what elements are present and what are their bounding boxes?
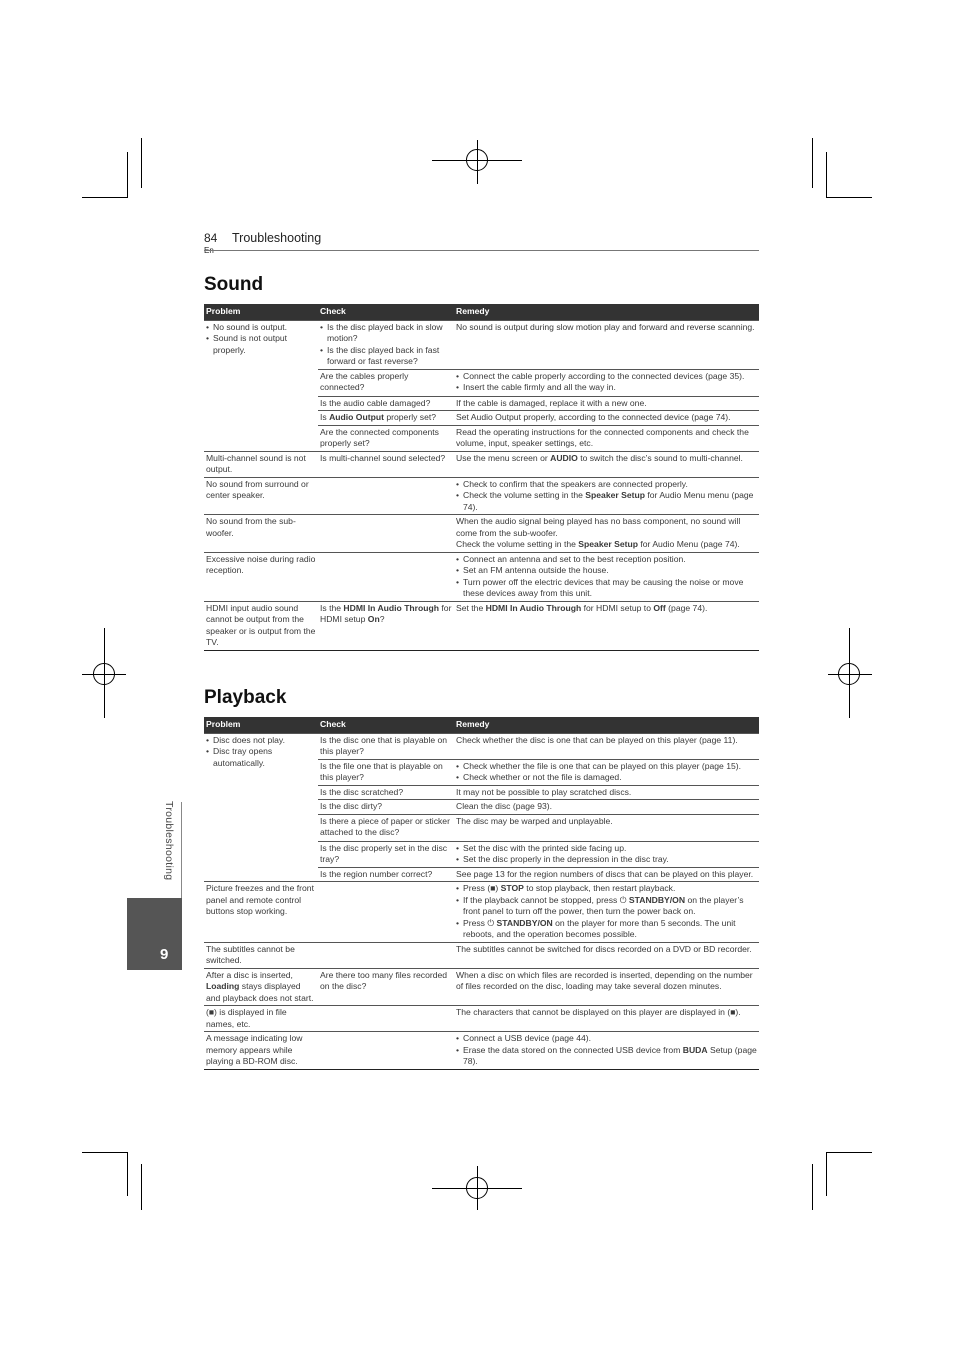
check-cell: Is the audio cable damaged? — [318, 396, 454, 411]
table-row — [204, 1032, 759, 1070]
remedy-item: • Set the disc properly in the depression in the disc tray. — [456, 854, 757, 866]
remedy-item: • Press ⏻ STANDBY/ON on the player for more than 5 seconds. The unit reboots, and the operation becomes possible. — [456, 918, 757, 941]
remedy-item: • Set an FM antenna outside the house. — [456, 565, 757, 577]
table-row — [204, 882, 759, 943]
remedy-cell: Clean the disc (page 93). — [454, 800, 759, 815]
check-cell: Are the connected components properly set? — [318, 425, 454, 451]
section-title-playback: Playback — [204, 687, 287, 708]
problem-cell: The subtitles cannot be switched. — [204, 942, 318, 968]
problem-item: • No sound is output. — [206, 322, 316, 334]
remedy-cell: The characters that cannot be displayed on this player are displayed in (■). — [454, 1006, 759, 1032]
remedy-cell — [454, 759, 759, 785]
remedy-item: • Check the volume setting in the Speaker Setup for Audio Menu menu (page 74). — [456, 490, 757, 513]
problem-item: • Disc does not play. — [206, 735, 316, 747]
check-cell: Is there a piece of paper or sticker attached to the disc? — [318, 814, 454, 841]
table-header-row — [204, 304, 759, 320]
table-row — [204, 477, 759, 515]
remedy-cell: Set the HDMI In Audio Through for HDMI setup to Off (page 74). — [454, 601, 759, 650]
check-cell: Is multi-channel sound selected? — [318, 451, 454, 477]
remedy-cell — [454, 841, 759, 867]
column-header-check: Check — [318, 304, 454, 320]
remedy-cell: See page 13 for the region numbers of discs that can be played on this player. — [454, 867, 759, 882]
table-row — [204, 942, 759, 968]
remedy-item: • Set the disc with the printed side facing up. — [456, 843, 757, 855]
problem-cell: A message indicating low memory appears while playing a BD-ROM disc. — [204, 1032, 318, 1070]
check-cell — [318, 1032, 454, 1070]
remedy-item: • Turn power off the electric devices that may be causing the noise or move these devices away from this unit. — [456, 577, 757, 600]
sound-table — [204, 304, 759, 651]
remedy-item: • Check whether the file is one that can be played on this player (page 15). — [456, 761, 757, 773]
remedy-cell — [454, 477, 759, 515]
problem-cell: Multi-channel sound is not output. — [204, 451, 318, 477]
column-header-check: Check — [318, 717, 454, 733]
table-row — [204, 1006, 759, 1032]
remedy-cell: When the audio signal being played has no bass component, no sound will come from the sub-woofer. Check the volume setting in the Speaker Setup for Audio Menu (page 74). — [454, 515, 759, 553]
check-cell: Is the disc properly set in the disc tray? — [318, 841, 454, 867]
remedy-cell — [454, 1032, 759, 1070]
check-cell: Is the HDMI In Audio Through for HDMI setup On? — [318, 601, 454, 650]
table-row — [204, 968, 759, 1006]
remedy-cell: It may not be possible to play scratched discs. — [454, 785, 759, 800]
table-row — [204, 320, 759, 369]
table-row — [204, 552, 759, 601]
table-row — [204, 733, 759, 759]
remedy-cell: The subtitles cannot be switched for discs recorded on a DVD or BD recorder. — [454, 942, 759, 968]
check-cell: Is the disc dirty? — [318, 800, 454, 815]
problem-cell — [204, 733, 318, 882]
check-cell: Is the disc scratched? — [318, 785, 454, 800]
remedy-cell: Set Audio Output properly, according to the connected device (page 74). — [454, 411, 759, 426]
column-header-remedy: Remedy — [454, 304, 759, 320]
running-header-title: Troubleshooting — [232, 231, 322, 245]
playback-table — [204, 717, 759, 1070]
check-cell: Is the file one that is playable on this player? — [318, 759, 454, 785]
table-row — [204, 601, 759, 650]
remedy-cell: Use the menu screen or AUDIO to switch the disc’s sound to multi-channel. — [454, 451, 759, 477]
table-header-row — [204, 717, 759, 733]
remedy-cell: Read the operating instructions for the connected components and check the volume, input, speaker settings, etc. — [454, 425, 759, 451]
problem-cell: HDMI input audio sound cannot be output from the speaker or is output from the TV. — [204, 601, 318, 650]
remedy-item: • Check to confirm that the speakers are connected properly. — [456, 479, 757, 491]
table-row — [204, 515, 759, 553]
check-cell — [318, 515, 454, 553]
problem-cell: (■) is displayed in file names, etc. — [204, 1006, 318, 1032]
remedy-cell — [454, 882, 759, 943]
problem-cell: No sound from the sub-woofer. — [204, 515, 318, 553]
table-row — [204, 451, 759, 477]
check-item: • Is the disc played back in fast forward or fast reverse? — [320, 345, 452, 368]
check-cell: Is the disc one that is playable on this player? — [318, 733, 454, 759]
side-tab-label: Troubleshooting — [163, 801, 175, 881]
check-cell: Are there too many files recorded on the disc? — [318, 968, 454, 1006]
check-cell: Is the region number correct? — [318, 867, 454, 882]
remedy-cell: Check whether the disc is one that can be played on this player (page 11). — [454, 733, 759, 759]
column-header-problem: Problem — [204, 717, 318, 733]
column-header-remedy: Remedy — [454, 717, 759, 733]
remedy-item: • If the playback cannot be stopped, press ⏻ STANDBY/ON on the player’s front panel to turn off the power, then turn the power back on. — [456, 895, 757, 918]
check-item: • Is the disc played back in slow motion? — [320, 322, 452, 345]
remedy-item: • Erase the data stored on the connected USB device from BUDA Setup (page 78). — [456, 1045, 757, 1068]
check-cell — [318, 882, 454, 943]
problem-cell: Picture freezes and the front panel and remote control buttons stop working. — [204, 882, 318, 943]
check-cell — [318, 942, 454, 968]
chapter-number: 9 — [160, 946, 169, 963]
problem-cell: Excessive noise during radio reception. — [204, 552, 318, 601]
column-header-problem: Problem — [204, 304, 318, 320]
problem-item: • Disc tray opens automatically. — [206, 746, 316, 769]
check-cell — [318, 477, 454, 515]
remedy-cell: No sound is output during slow motion play and forward and reverse scanning. — [454, 320, 759, 369]
problem-cell: No sound from surround or center speaker. — [204, 477, 318, 515]
remedy-item: • Press (■) STOP to stop playback, then restart playback. — [456, 883, 757, 895]
remedy-item: • Check whether or not the file is damaged. — [456, 772, 757, 784]
remedy-cell — [454, 369, 759, 396]
remedy-cell: The disc may be warped and unplayable. — [454, 814, 759, 841]
remedy-cell: If the cable is damaged, replace it with a new one. — [454, 396, 759, 411]
check-cell — [318, 1006, 454, 1032]
chapter-tab — [127, 898, 182, 970]
remedy-cell — [454, 552, 759, 601]
problem-item: • Sound is not output properly. — [206, 333, 316, 356]
remedy-item: • Connect the cable properly according to the connected devices (page 35). — [456, 371, 757, 383]
check-cell: Are the cables properly connected? — [318, 369, 454, 396]
problem-cell: After a disc is inserted, Loading stays displayed and playback does not start. — [204, 968, 318, 1006]
check-cell: Is Audio Output properly set? — [318, 411, 454, 426]
check-cell — [318, 552, 454, 601]
section-title-sound: Sound — [204, 274, 264, 295]
page-number: 84 — [204, 231, 218, 245]
header-rule — [204, 250, 759, 251]
remedy-cell: When a disc on which files are recorded is inserted, depending on the number of files recorded on the disc, loading may take several dozen minutes. — [454, 968, 759, 1006]
remedy-item: • Connect an antenna and set to the best reception position. — [456, 554, 757, 566]
problem-cell — [204, 320, 318, 451]
remedy-item: • Connect a USB device (page 44). — [456, 1033, 757, 1045]
check-cell — [318, 320, 454, 369]
remedy-item: • Insert the cable firmly and all the way in. — [456, 382, 757, 394]
